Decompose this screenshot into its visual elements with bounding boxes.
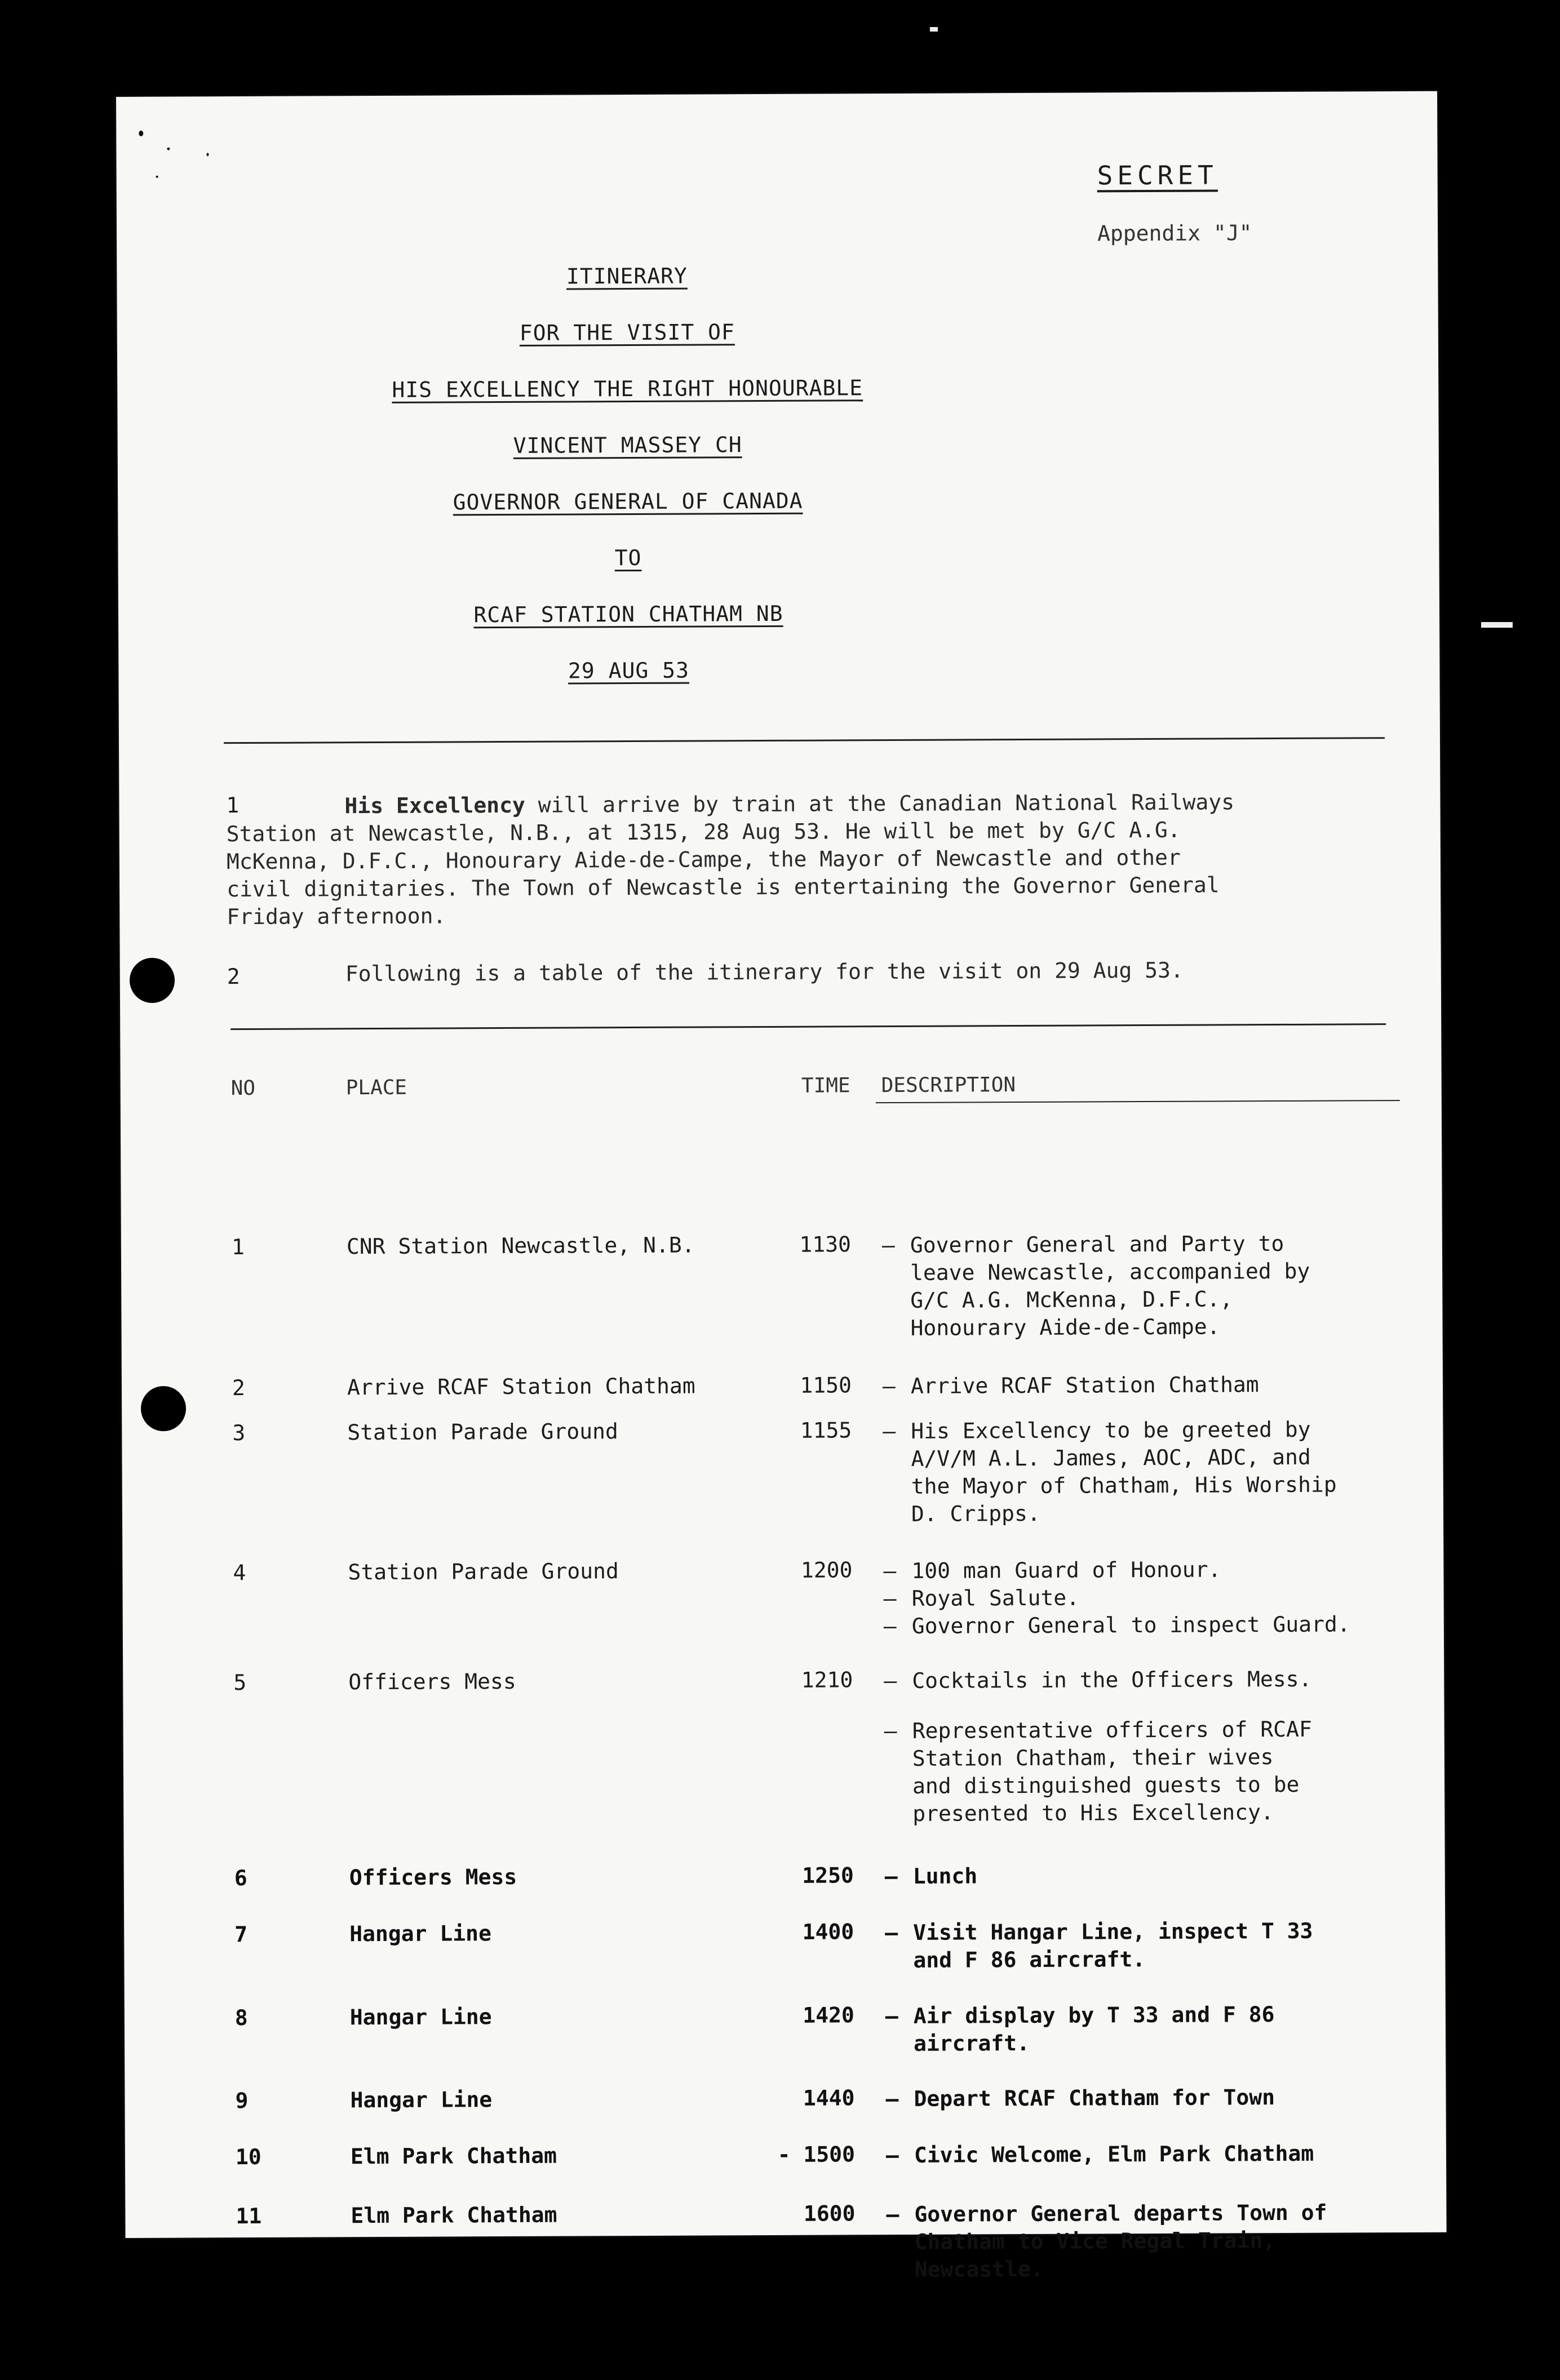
row-place: CNR Station Newcastle, N.B. bbox=[346, 1232, 695, 1259]
scan-mark bbox=[930, 27, 938, 32]
description-item bbox=[885, 2083, 1426, 2113]
row-place: Hangar Line bbox=[349, 1921, 491, 1947]
row-description bbox=[883, 1555, 1425, 1640]
document-page bbox=[116, 91, 1447, 2282]
title-line: 29 AUG 53 bbox=[568, 658, 689, 683]
title-line: ITINERARY bbox=[566, 263, 688, 289]
dash-bullet: – bbox=[886, 2201, 899, 2227]
description-line: Governor General departs Town of bbox=[914, 2200, 1327, 2227]
description-text bbox=[911, 1416, 1337, 1528]
row-number: 8 bbox=[234, 2005, 248, 2031]
row-description bbox=[885, 1861, 1426, 1890]
description-item bbox=[885, 1861, 1426, 1890]
description-item bbox=[884, 1583, 1425, 1613]
column-header-place: PLACE bbox=[345, 1076, 407, 1100]
row-place: Elm Park Chatham bbox=[351, 2202, 557, 2228]
row-number: 3 bbox=[232, 1420, 246, 1446]
dash-bullet: – bbox=[885, 1920, 898, 1946]
row-time: 1200 bbox=[800, 1557, 853, 1583]
dash-bullet: – bbox=[883, 1586, 897, 1611]
row-time: 1400 bbox=[802, 1919, 854, 1944]
table-row bbox=[125, 2000, 1446, 2056]
table-row bbox=[125, 2139, 1446, 2170]
column-header-time: TIME bbox=[801, 1074, 850, 1098]
title-line: FOR THE VISIT OF bbox=[519, 319, 735, 345]
description-text bbox=[912, 1716, 1313, 1828]
paragraph-1 bbox=[226, 788, 1410, 931]
dash-bullet: – bbox=[884, 1668, 897, 1694]
row-time: 1440 bbox=[803, 2085, 855, 2111]
paragraph-2-number: 2 bbox=[227, 964, 240, 989]
dash-bullet: – bbox=[885, 2086, 899, 2112]
punch-hole bbox=[130, 958, 175, 1003]
description-item bbox=[883, 1415, 1424, 1528]
table-row bbox=[125, 2199, 1446, 2282]
title-line: VINCENT MASSEY CH bbox=[513, 432, 742, 458]
description-item bbox=[884, 1665, 1425, 1695]
description-item bbox=[883, 1370, 1424, 1400]
table-top-divider bbox=[231, 1023, 1386, 1030]
top-divider bbox=[224, 737, 1385, 744]
description-item bbox=[884, 1715, 1426, 1828]
description-item bbox=[886, 2199, 1428, 2284]
description-line: A/V/M A.L. James, AOC, ADC, and bbox=[911, 1444, 1311, 1471]
description-item bbox=[882, 1229, 1424, 1342]
description-text bbox=[912, 1666, 1311, 1695]
table-row bbox=[122, 1370, 1443, 1401]
description-line: Governor General and Party to bbox=[910, 1231, 1284, 1258]
row-place: Station Parade Ground bbox=[348, 1558, 619, 1585]
table-row bbox=[124, 1917, 1445, 1973]
description-text bbox=[914, 2001, 1275, 2058]
table-row bbox=[123, 1665, 1444, 1826]
row-place: Officers Mess bbox=[348, 1668, 516, 1695]
row-description bbox=[886, 2139, 1427, 2169]
paragraph-1-line: Friday afternoon. bbox=[227, 903, 446, 930]
description-line: Representative officers of RCAF bbox=[912, 1716, 1312, 1743]
description-item bbox=[884, 1610, 1425, 1640]
dash-bullet: – bbox=[881, 1232, 895, 1258]
row-time: 1130 bbox=[799, 1232, 851, 1257]
punch-hole bbox=[141, 1386, 186, 1431]
row-description bbox=[885, 2083, 1426, 2113]
description-item bbox=[885, 2000, 1426, 2058]
description-item bbox=[885, 1917, 1426, 1974]
row-number: 11 bbox=[236, 2203, 262, 2229]
description-line: presented to His Excellency. bbox=[912, 1800, 1274, 1826]
dash-bullet: – bbox=[884, 1863, 898, 1889]
row-time: 1600 bbox=[803, 2201, 856, 2226]
description-line: Royal Salute. bbox=[911, 1585, 1080, 1611]
description-text bbox=[913, 1917, 1313, 1974]
row-description bbox=[884, 1665, 1425, 1828]
row-number: 10 bbox=[235, 2144, 262, 2170]
description-item bbox=[883, 1555, 1424, 1585]
dash-bullet: – bbox=[885, 2003, 898, 2029]
title-line: GOVERNOR GENERAL OF CANADA bbox=[453, 488, 803, 515]
table-row bbox=[122, 1555, 1443, 1639]
column-header-no: NO bbox=[231, 1076, 256, 1100]
description-line: 100 man Guard of Honour. bbox=[911, 1557, 1221, 1583]
table-row bbox=[121, 1229, 1442, 1340]
row-description bbox=[882, 1229, 1424, 1342]
description-line: Station Chatham, their wives bbox=[912, 1744, 1274, 1771]
description-line: Lunch bbox=[912, 1863, 978, 1889]
row-time: 1155 bbox=[800, 1418, 852, 1443]
description-line: leave Newcastle, accompanied by bbox=[910, 1258, 1310, 1285]
description-line: Governor General to inspect Guard. bbox=[911, 1611, 1350, 1639]
row-time: 1210 bbox=[801, 1667, 853, 1693]
header-underline bbox=[876, 1100, 1400, 1103]
title-line: HIS EXCELLENCY THE RIGHT HONOURABLE bbox=[392, 375, 863, 402]
description-line: G/C A.G. McKenna, D.F.C., bbox=[910, 1286, 1233, 1313]
table-row bbox=[124, 1861, 1445, 1891]
row-description bbox=[885, 2000, 1426, 2058]
description-line: D. Cripps. bbox=[911, 1500, 1040, 1526]
description-line: and F 86 aircraft. bbox=[913, 1947, 1146, 1973]
description-line: Visit Hangar Line, inspect T 33 bbox=[913, 1918, 1313, 1945]
description-text bbox=[911, 1371, 1259, 1400]
description-line: Depart RCAF Chatham for Town bbox=[914, 2085, 1275, 2111]
paragraph-1-number: 1 bbox=[226, 793, 240, 818]
dash-bullet: – bbox=[883, 1613, 897, 1639]
description-item bbox=[886, 2139, 1427, 2169]
scan-speck bbox=[156, 176, 158, 178]
row-number: 1 bbox=[231, 1235, 245, 1260]
description-line: Chatham to Vice Regal Train, bbox=[914, 2228, 1276, 2254]
row-place: Officers Mess bbox=[349, 1864, 517, 1890]
classification-label: SECRET bbox=[1097, 159, 1218, 191]
description-line: Honourary Aide-de-Campe. bbox=[910, 1314, 1220, 1340]
column-header-description: DESCRIPTION bbox=[881, 1073, 1016, 1098]
paragraph-1-line: Station at Newcastle, N.B., at 1315, 28 Aug 53. He will be met by G/C A.G. bbox=[226, 817, 1181, 847]
row-description bbox=[883, 1370, 1424, 1400]
scan-speck bbox=[206, 153, 209, 156]
paragraph-1-lead: His Excellency bbox=[344, 792, 525, 819]
scan-mark bbox=[1481, 622, 1513, 628]
row-time: 1150 bbox=[800, 1373, 852, 1398]
row-place: Hangar Line bbox=[349, 2004, 492, 2030]
table-row bbox=[122, 1415, 1443, 1526]
appendix-label: Appendix "J" bbox=[1097, 220, 1252, 246]
paragraph-1-line bbox=[226, 788, 1410, 820]
paragraph-1-line: McKenna, D.F.C., Honourary Aide-de-Campe, the Mayor of Newcastle and other bbox=[226, 845, 1181, 874]
description-text bbox=[912, 1584, 1080, 1613]
description-text bbox=[914, 2084, 1275, 2113]
row-description bbox=[885, 1917, 1426, 1974]
dash-bullet: – bbox=[885, 2142, 899, 2168]
row-number: 4 bbox=[233, 1560, 246, 1586]
row-description bbox=[883, 1415, 1424, 1528]
title-line: TO bbox=[614, 545, 642, 571]
description-text bbox=[912, 1610, 1350, 1640]
row-place: Hangar Line bbox=[350, 2087, 493, 2113]
description-line: the Mayor of Chatham, His Worship bbox=[911, 1472, 1337, 1499]
description-text bbox=[910, 1230, 1310, 1342]
row-number: 6 bbox=[234, 1866, 247, 1891]
title-line: RCAF STATION CHATHAM NB bbox=[473, 601, 783, 628]
dash-bullet: – bbox=[882, 1373, 896, 1399]
description-text bbox=[913, 1862, 978, 1890]
description-text bbox=[914, 2199, 1327, 2284]
description-text bbox=[914, 2140, 1314, 2169]
row-place: Elm Park Chatham bbox=[350, 2143, 557, 2169]
dash-bullet: – bbox=[883, 1418, 896, 1444]
description-line: His Excellency to be greeted by bbox=[911, 1417, 1311, 1444]
row-time: 1420 bbox=[803, 2002, 854, 2028]
description-line: Newcastle. bbox=[914, 2256, 1044, 2282]
row-description bbox=[886, 2199, 1428, 2284]
scan-speck bbox=[139, 131, 143, 136]
row-time: 1250 bbox=[802, 1863, 854, 1888]
row-number: 5 bbox=[233, 1670, 247, 1695]
row-place: Arrive RCAF Station Chatham bbox=[347, 1373, 695, 1400]
paragraph-1-line: civil dignitaries. The Town of Newcastle is entertaining the Governor General bbox=[227, 872, 1220, 902]
description-line: Cocktails in the Officers Mess. bbox=[912, 1666, 1312, 1693]
description-line: Air display by T 33 and F 86 bbox=[913, 2002, 1275, 2028]
table-row bbox=[125, 2083, 1446, 2113]
description-line: Arrive RCAF Station Chatham bbox=[910, 1372, 1259, 1398]
row-number: 7 bbox=[234, 1922, 248, 1947]
paragraph-2-text: Following is a table of the itinerary for the visit on 29 Aug 53. bbox=[345, 957, 1184, 987]
row-number: 9 bbox=[235, 2088, 249, 2113]
description-line: Civic Welcome, Elm Park Chatham bbox=[914, 2141, 1314, 2168]
dash-bullet: – bbox=[883, 1558, 897, 1584]
row-number: 2 bbox=[232, 1375, 245, 1401]
row-time: - 1500 bbox=[777, 2142, 856, 2167]
description-line: and distinguished guests to be bbox=[912, 1771, 1300, 1799]
description-text bbox=[911, 1556, 1221, 1584]
dash-bullet: – bbox=[884, 1718, 897, 1744]
row-place: Station Parade Ground bbox=[347, 1419, 618, 1445]
scan-speck bbox=[167, 148, 170, 150]
description-line: aircraft. bbox=[913, 2030, 1030, 2056]
paragraph-1-lead-rest: will arrive by train at the Canadian National Railways bbox=[525, 789, 1235, 818]
